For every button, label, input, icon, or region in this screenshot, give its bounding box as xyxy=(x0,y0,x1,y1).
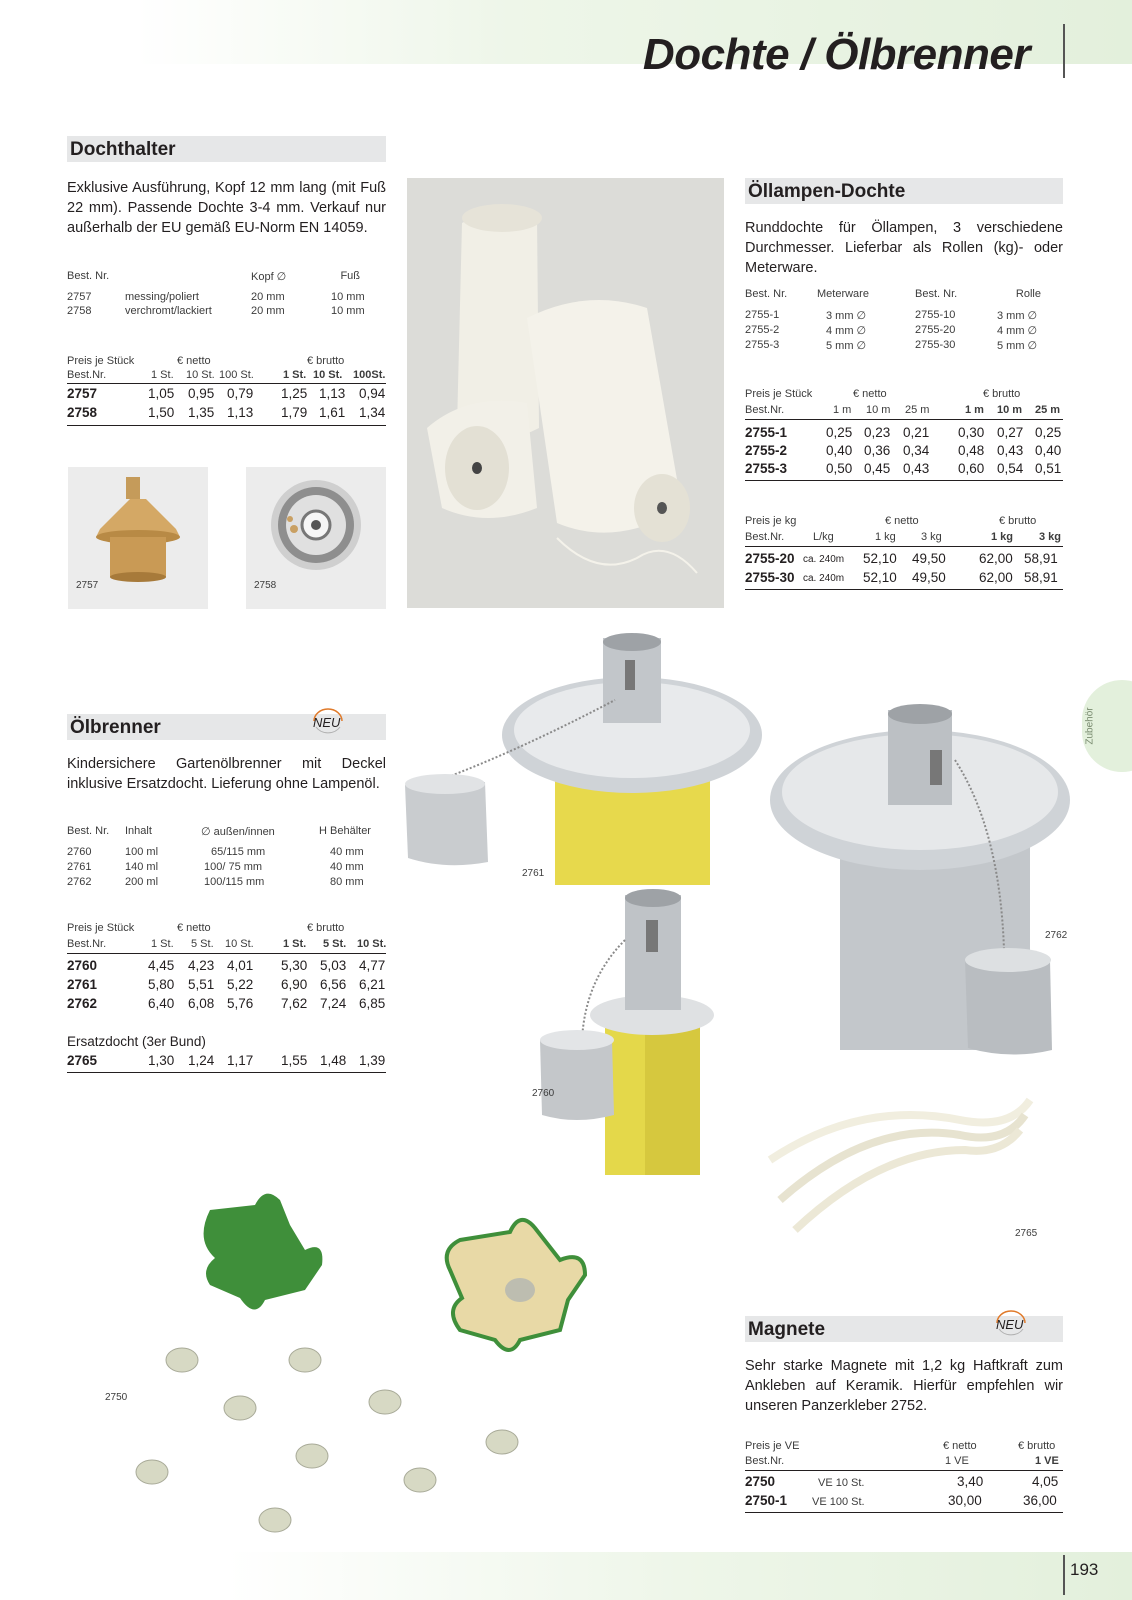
oelbrenner-heading: Ölbrenner xyxy=(67,714,386,740)
qty-label: 10 St. xyxy=(186,369,215,381)
price-brutto: 0,30 xyxy=(958,425,985,440)
price-netto: 1,13 xyxy=(227,405,254,420)
price-brutto: 0,51 xyxy=(1035,461,1062,476)
spec-hoehe: 40 mm xyxy=(330,861,364,873)
price-netto: 0,50 xyxy=(826,461,853,476)
qty-label: 1 St. xyxy=(283,369,307,381)
spec-meterware: 3 mm ∅ xyxy=(826,310,867,322)
price-netto: 6,08 xyxy=(188,996,215,1011)
side-tab-label: Zubehör xyxy=(1084,707,1096,745)
qty-label: 25 m xyxy=(905,404,930,416)
spec-nr: 2755-1 xyxy=(745,309,780,321)
price-brutto: 4,77 xyxy=(359,958,386,973)
spec-nr: 2760 xyxy=(67,846,92,858)
spec-meterware: 4 mm ∅ xyxy=(826,325,867,337)
qty-label: 10 St. xyxy=(313,369,343,381)
price-netto: 1,35 xyxy=(188,405,215,420)
price-brutto: 6,56 xyxy=(320,977,347,992)
photo-caption: 2762 xyxy=(1045,930,1068,941)
price-nr: 2758 xyxy=(67,405,98,420)
kg-nr: 2755-30 xyxy=(745,570,795,585)
kg-netto: 49,50 xyxy=(912,570,946,585)
price-netto: 1,05 xyxy=(148,386,175,401)
wick-rolls-image xyxy=(407,178,724,608)
price-netto: 1,50 xyxy=(148,405,175,420)
dochthalter-spec-table xyxy=(67,270,386,320)
spec-kopf: 20 mm xyxy=(251,305,285,317)
price-netto: 0,21 xyxy=(903,425,930,440)
spec-header-fuss: Fuß xyxy=(340,270,360,282)
price-netto: 4,01 xyxy=(227,958,254,973)
kg-brutto: 62,00 xyxy=(979,570,1013,585)
price-brutto: 0,40 xyxy=(1035,443,1062,458)
qty-label: 10 St. xyxy=(225,938,254,950)
price-netto: 5,51 xyxy=(188,977,215,992)
spec-nr: 2757 xyxy=(67,291,92,303)
price-nr: 2755-3 xyxy=(745,461,788,476)
price-brutto: 0,54 xyxy=(997,461,1024,476)
magnet-netto: 3,40 xyxy=(957,1474,984,1489)
dochte-price-table xyxy=(745,388,1063,482)
qty-label: 25 m xyxy=(1035,404,1061,416)
price-netto: 0,43 xyxy=(903,461,930,476)
spec-nr: 2758 xyxy=(67,305,92,317)
kg-nr: 2755-20 xyxy=(745,551,795,566)
qty-label: 1 m xyxy=(833,404,852,416)
price-brutto: 1,13 xyxy=(319,386,346,401)
price-netto: 0,79 xyxy=(227,386,254,401)
bestnr-label: Best.Nr. xyxy=(67,369,107,381)
kg-length: ca. 240m xyxy=(803,554,845,565)
kg-brutto: 62,00 xyxy=(979,551,1013,566)
price-netto: 5,22 xyxy=(227,977,254,992)
ersatz-brutto: 1,48 xyxy=(320,1053,347,1068)
price-brutto: 7,24 xyxy=(320,996,347,1011)
divider xyxy=(67,1072,386,1073)
magnete-price-table xyxy=(745,1440,1063,1512)
dochte-kg-price-table xyxy=(745,515,1063,591)
magnet-brutto: 36,00 xyxy=(1023,1493,1057,1508)
qty-label: 1 St. xyxy=(151,938,174,950)
divider xyxy=(745,546,1063,547)
qty-label: 1 St. xyxy=(151,369,174,381)
kg-length: ca. 240m xyxy=(803,573,845,584)
price-nr: 2762 xyxy=(67,996,98,1011)
title-divider xyxy=(1063,24,1065,78)
oelbrenner-price-table xyxy=(67,922,386,1016)
bestnr-label: Best.Nr. xyxy=(745,404,785,416)
photo-caption: 2757 xyxy=(76,580,99,591)
ersatz-nr: 2765 xyxy=(67,1053,98,1068)
dochthalter-price-table xyxy=(67,355,386,427)
brutto-label: € brutto xyxy=(1018,1440,1056,1452)
price-brutto: 5,30 xyxy=(281,958,308,973)
price-brutto: 0,27 xyxy=(997,425,1024,440)
magnet-netto: 30,00 xyxy=(948,1493,982,1508)
spec-kopf: 20 mm xyxy=(251,291,285,303)
spec-nr2: 2755-10 xyxy=(915,309,956,321)
oelbrenner-description: Kindersichere Gartenölbrenner mit Deckel inklusive Ersatzdocht. Lieferung ohne Lampenöl. xyxy=(67,756,386,792)
netto-label: € netto xyxy=(177,355,211,367)
price-netto: 0,40 xyxy=(826,443,853,458)
ve-netto-label: 1 VE xyxy=(945,1455,969,1467)
spec-inhalt: 100 ml xyxy=(125,846,159,858)
neu-badge xyxy=(993,1307,1029,1339)
price-netto: 0,45 xyxy=(864,461,891,476)
spec-header-hoehe: H Behälter xyxy=(319,825,371,837)
spec-fuss: 10 mm xyxy=(331,291,365,303)
kg-brutto: 58,91 xyxy=(1024,570,1058,585)
spec-nr2: 2755-20 xyxy=(915,324,956,336)
dochte-description: Runddochte für Öllampen, 3 verschiedene Durchmesser. Lieferbar als Rollen (kg)- oder Meterware. xyxy=(745,220,1063,276)
photo-caption: 2760 xyxy=(532,1088,555,1099)
magnets-photo xyxy=(90,1180,630,1550)
photo-caption: 2758 xyxy=(254,580,277,591)
photo-caption: 2750 xyxy=(105,1392,128,1403)
bestnr-label: Best.Nr. xyxy=(67,938,107,950)
price-brutto: 1,79 xyxy=(281,405,308,420)
kg-netto: 52,10 xyxy=(863,570,897,585)
price-brutto: 6,21 xyxy=(359,977,386,992)
price-netto: 0,95 xyxy=(188,386,215,401)
price-brutto: 0,25 xyxy=(1035,425,1062,440)
bestnr-label: Best.Nr. xyxy=(745,1455,785,1467)
neu-badge-label: NEU xyxy=(313,715,341,730)
divider xyxy=(67,425,386,426)
spec-header-rolle: Rolle xyxy=(1015,288,1041,300)
qty-label: 1 kg xyxy=(991,531,1014,543)
magnet-ve: VE 10 St. xyxy=(818,1477,865,1489)
price-label: Preis je Stück xyxy=(745,388,813,400)
price-label: Preis je Stück xyxy=(67,355,135,367)
page-title: Dochte / Ölbrenner xyxy=(642,30,1030,79)
price-brutto: 1,34 xyxy=(359,405,386,420)
price-brutto: 1,61 xyxy=(319,405,346,420)
divider xyxy=(745,1512,1063,1513)
page-number-divider xyxy=(1063,1555,1065,1595)
qty-label: 10 m xyxy=(866,404,891,416)
kg-netto: 52,10 xyxy=(863,551,897,566)
ersatz-netto: 1,24 xyxy=(188,1053,215,1068)
price-netto: 0,23 xyxy=(864,425,891,440)
dochthalter-description: Exklusive Ausführung, Kopf 12 mm lang (mit Fuß 22 mm). Passende Dochte 3-4 mm. Verkauf nur außerhalb der EU gemäß EU-Norm EN 14059. xyxy=(67,180,386,236)
price-brutto: 0,94 xyxy=(359,386,386,401)
brutto-label: € brutto xyxy=(307,922,345,934)
magnet-ve: VE 100 St. xyxy=(812,1496,865,1508)
divider xyxy=(745,419,1063,420)
ersatzdocht-label: Ersatzdocht (3er Bund) xyxy=(67,1034,206,1049)
price-nr: 2755-2 xyxy=(745,443,788,458)
spec-meterware: 5 mm ∅ xyxy=(826,340,867,352)
price-nr: 2761 xyxy=(67,977,98,992)
spec-durchmesser: 65/115 mm xyxy=(211,846,266,858)
oil-burner-photos xyxy=(400,630,1070,1250)
qty-label: 5 St. xyxy=(191,938,214,950)
page-number: 193 xyxy=(1070,1560,1099,1579)
qty-label: 100 St. xyxy=(219,369,254,381)
brutto-label: € brutto xyxy=(983,388,1021,400)
netto-label: € netto xyxy=(943,1440,977,1452)
price-netto: 0,34 xyxy=(903,443,930,458)
price-brutto: 0,48 xyxy=(958,443,985,458)
qty-label: 10 m xyxy=(997,404,1023,416)
magnete-description: Sehr starke Magnete mit 1,2 kg Haftkraft zum Ankleben auf Keramik. Hierfür empfehlen wir unseren Panzerkleber 2752. xyxy=(745,1358,1063,1414)
price-brutto: 1,25 xyxy=(281,386,308,401)
qty-label: 1 m xyxy=(965,404,984,416)
spec-header-nr2: Best. Nr. xyxy=(915,288,958,300)
photo-caption: 2761 xyxy=(522,868,545,879)
netto-label: € netto xyxy=(177,922,211,934)
ersatz-brutto: 1,39 xyxy=(359,1053,386,1068)
neu-badge-label: NEU xyxy=(996,1317,1024,1332)
product-photo-2758 xyxy=(246,467,386,609)
price-brutto: 0,43 xyxy=(997,443,1024,458)
spec-header-inhalt: Inhalt xyxy=(125,825,152,837)
oelbrenner-spec-table xyxy=(67,825,386,889)
spec-durchmesser: 100/115 mm xyxy=(204,876,265,888)
netto-label: € netto xyxy=(885,515,919,527)
spec-nr: 2755-3 xyxy=(745,339,780,351)
divider xyxy=(745,589,1063,590)
price-nr: 2757 xyxy=(67,386,98,401)
kg-netto: 49,50 xyxy=(912,551,946,566)
dochte-spec-table xyxy=(745,288,1063,352)
photo-caption: 2765 xyxy=(1015,1228,1038,1239)
price-brutto: 7,62 xyxy=(281,996,308,1011)
dochthalter-heading: Dochthalter xyxy=(67,136,386,162)
spec-header-nr: Best. Nr. xyxy=(745,288,788,300)
magnete-heading: Magnete xyxy=(745,1316,1063,1342)
price-brutto: 6,90 xyxy=(281,977,308,992)
spec-header-meterware: Meterware xyxy=(817,288,869,300)
price-nr: 2755-1 xyxy=(745,425,788,440)
price-brutto: 0,60 xyxy=(958,461,985,476)
price-brutto: 6,85 xyxy=(359,996,386,1011)
ersatz-brutto: 1,55 xyxy=(281,1053,308,1068)
qty-label: 3 kg xyxy=(921,531,942,543)
spec-durchmesser: 100/ 75 mm xyxy=(204,861,263,873)
spec-hoehe: 80 mm xyxy=(330,876,364,888)
spec-nr: 2762 xyxy=(67,876,92,888)
wick-rolls-photo xyxy=(407,178,724,608)
spec-rolle: 3 mm ∅ xyxy=(997,310,1038,322)
product-photo-2757 xyxy=(68,467,208,609)
spec-header-kopf: Kopf ∅ xyxy=(251,271,287,283)
neu-badge xyxy=(310,705,346,737)
spec-rolle: 4 mm ∅ xyxy=(997,325,1038,337)
kg-brutto: 58,91 xyxy=(1024,551,1058,566)
qty-label: 3 kg xyxy=(1039,531,1062,543)
price-netto: 5,80 xyxy=(148,977,175,992)
spec-inhalt: 140 ml xyxy=(125,861,159,873)
qty-label: 10 St. xyxy=(357,938,387,950)
spec-nr2: 2755-30 xyxy=(915,339,956,351)
spec-rolle: 5 mm ∅ xyxy=(997,340,1038,352)
spec-desc: verchromt/lackiert xyxy=(125,305,212,317)
price-brutto: 5,03 xyxy=(320,958,347,973)
brutto-label: € brutto xyxy=(307,355,345,367)
lkg-label: L/kg xyxy=(813,531,834,543)
divider xyxy=(745,1470,1063,1471)
side-tab[interactable] xyxy=(1082,680,1132,772)
magnet-nr: 2750 xyxy=(745,1474,776,1489)
price-label: Preis je VE xyxy=(745,1440,800,1452)
divider xyxy=(67,383,386,384)
kg-label: Preis je kg xyxy=(745,515,797,527)
price-netto: 5,76 xyxy=(227,996,254,1011)
qty-label: 5 St. xyxy=(323,938,347,950)
footer-band xyxy=(0,1552,1132,1600)
price-netto: 0,25 xyxy=(826,425,853,440)
spec-header-nr: Best. Nr. xyxy=(67,270,110,282)
ersatzdocht-table xyxy=(67,1034,386,1074)
spec-inhalt: 200 ml xyxy=(125,876,159,888)
oil-burner-illustration xyxy=(400,630,1070,1250)
magnet-nr: 2750-1 xyxy=(745,1493,788,1508)
spec-header-nr: Best. Nr. xyxy=(67,825,110,837)
qty-label: 1 St. xyxy=(283,938,307,950)
price-nr: 2760 xyxy=(67,958,98,973)
qty-label: 1 kg xyxy=(875,531,896,543)
ersatz-netto: 1,30 xyxy=(148,1053,175,1068)
divider xyxy=(745,480,1063,481)
spec-nr: 2761 xyxy=(67,861,92,873)
price-netto: 4,23 xyxy=(188,958,215,973)
ersatz-netto: 1,17 xyxy=(227,1053,254,1068)
spec-header-durchmesser: ∅ außen/innen xyxy=(201,826,275,838)
magnets-illustration xyxy=(90,1180,630,1550)
price-label: Preis je Stück xyxy=(67,922,135,934)
price-netto: 6,40 xyxy=(148,996,175,1011)
spec-hoehe: 40 mm xyxy=(330,846,364,858)
spec-desc: messing/poliert xyxy=(125,291,199,303)
price-netto: 0,36 xyxy=(864,443,891,458)
divider xyxy=(67,953,386,954)
netto-label: € netto xyxy=(853,388,887,400)
brutto-label: € brutto xyxy=(999,515,1037,527)
ve-brutto-label: 1 VE xyxy=(1035,1455,1059,1467)
bestnr-label: Best.Nr. xyxy=(745,531,785,543)
spec-nr: 2755-2 xyxy=(745,324,780,336)
qty-label: 100St. xyxy=(353,369,386,381)
dochte-heading: Öllampen-Dochte xyxy=(745,178,1063,204)
spec-fuss: 10 mm xyxy=(331,305,365,317)
price-netto: 4,45 xyxy=(148,958,175,973)
magnet-brutto: 4,05 xyxy=(1032,1474,1059,1489)
